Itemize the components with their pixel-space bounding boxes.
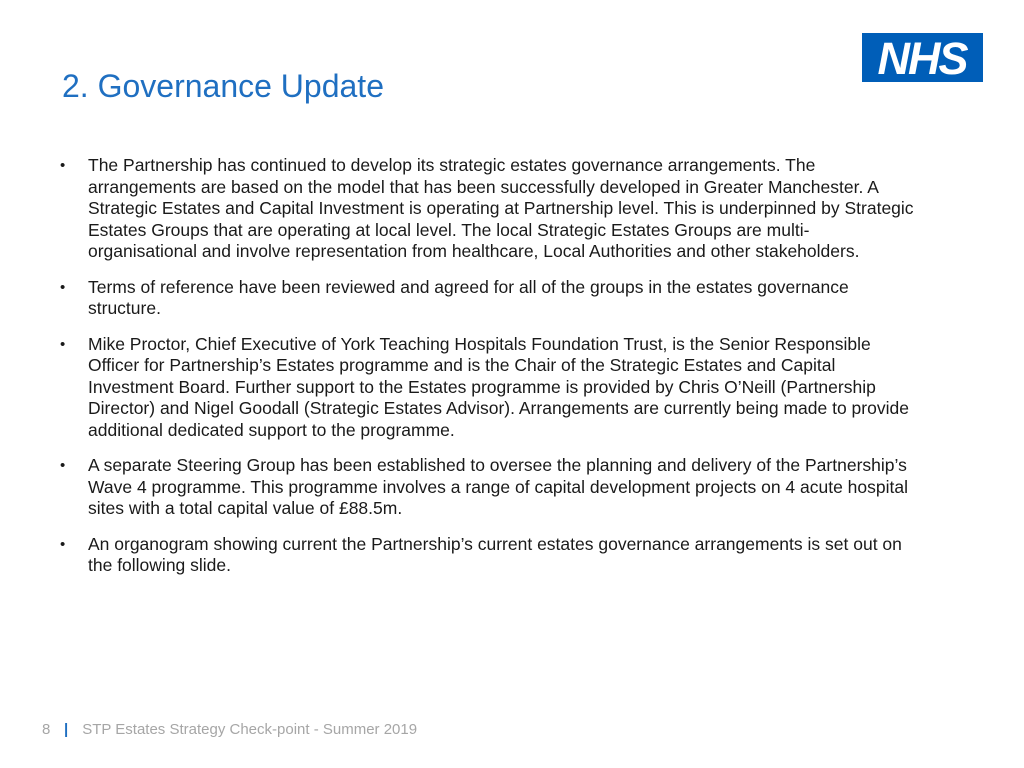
bullet-marker: • (60, 457, 66, 474)
footer-text: STP Estates Strategy Check-point - Summer 2019 (82, 721, 418, 738)
list-item (58, 455, 916, 520)
footer-divider: | (64, 721, 69, 738)
nhs-logo (862, 33, 983, 82)
bullet-text: An organogram showing current the Partnership’s current estates governance arrangements is set out on the following slide. (88, 533, 902, 575)
bullet-marker: • (60, 535, 66, 553)
bullet-marker: • (60, 335, 66, 353)
list-item (58, 334, 916, 442)
nhs-logo-text: NHS (877, 33, 967, 82)
bullet-list (58, 155, 916, 591)
list-item (58, 277, 916, 320)
slide-title: 2. Governance Update (62, 68, 384, 104)
bullet-marker: • (60, 157, 66, 174)
bullet-marker: • (60, 278, 66, 296)
page-number: 8 (42, 721, 51, 738)
bullet-text: A separate Steering Group has been established to oversee the planning and delivery of the Partnership’s Wave 4 programme. This programme involves a range of capital development projects on 4 acute hospital sites with a total capital value of £88.5m. (88, 455, 909, 518)
list-item (58, 534, 916, 577)
bullet-text: Mike Proctor, Chief Executive of York Teaching Hospitals Foundation Trust, is the Senior Responsible Officer for Partnership’s Estates programme and is the Chair of the Strategic Estates and Capital Investment Board. Further support to the Estates programme is provided by Chris O’Neill (Partnership Director) and Nigel Goodall (Strategic Estates Advisor). Arrangements are currently being made to provide additional dedicated support to the programme. (88, 333, 909, 440)
bullet-text: Terms of reference have been reviewed and agreed for all of the groups in the estates governance structure. (88, 276, 849, 318)
slide-footer (42, 721, 417, 738)
bullet-text: The Partnership has continued to develop its strategic estates governance arrangements. The arrangements are based on the model that has been successfully developed in Greater Manchester. A Strategic Estates and Capital Investment is operating at Partnership level. This is underpinned by Strategic Estates Groups that are operating at local level. The local Strategic Estates Groups are multi-organisational and involve representation from healthcare, Local Authorities and other stakeholders. (88, 155, 914, 261)
list-item (58, 155, 916, 263)
